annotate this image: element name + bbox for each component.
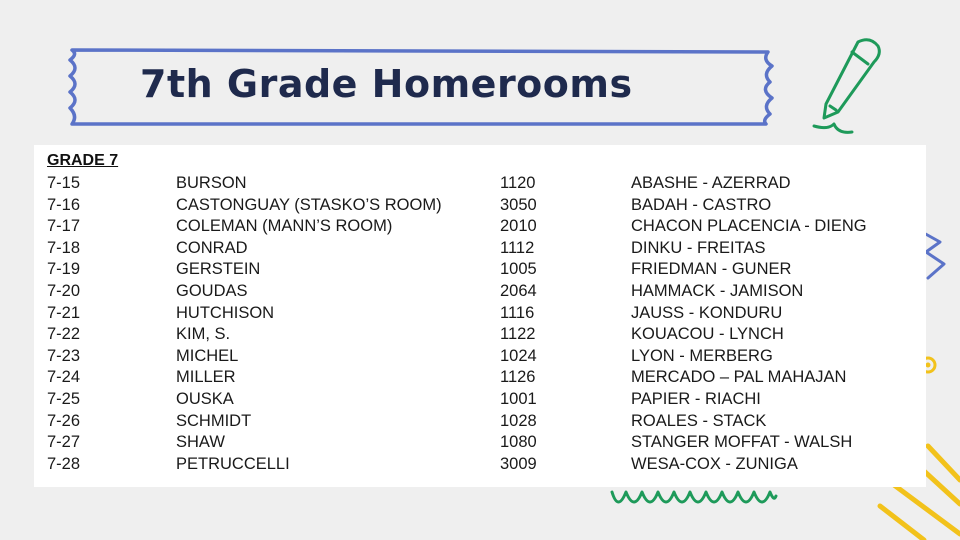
teacher-name: BURSON: [176, 174, 247, 192]
room-number: 1116: [500, 303, 535, 322]
homeroom-code: 7-15: [47, 174, 81, 192]
homeroom-code: 7-16: [47, 195, 81, 214]
room-number: 3009: [500, 454, 537, 473]
table-row: [47, 217, 917, 239]
room-number: 1112: [500, 238, 535, 257]
room-number: 1122: [500, 325, 536, 344]
homeroom-code: 7-22: [47, 325, 81, 344]
table-row: [47, 412, 917, 434]
table-row: [47, 260, 917, 282]
page-title: 7th Grade Homerooms: [140, 62, 633, 106]
homeroom-code: 7-28: [47, 454, 81, 473]
homeroom-code: 7-26: [47, 411, 81, 430]
teacher-name: MICHEL: [176, 346, 239, 365]
room-number: 2010: [500, 217, 537, 236]
room-number: 1024: [500, 346, 537, 365]
table-row: [47, 325, 917, 347]
homeroom-code: 7-23: [47, 346, 81, 365]
teacher-name: SCHMIDT: [176, 411, 252, 430]
table-row: [47, 304, 917, 326]
pen-icon: [808, 34, 888, 140]
table-row: [47, 368, 917, 390]
teacher-name: GOUDAS: [176, 281, 248, 300]
student-name-range: BADAH - CASTRO: [631, 195, 772, 214]
teacher-name: GERSTEIN: [176, 260, 261, 279]
room-number: 1001: [500, 389, 537, 408]
teacher-name: KIM, S.: [176, 325, 231, 344]
room-number: 1005: [500, 260, 537, 279]
teacher-name: CONRAD: [176, 238, 248, 257]
teacher-name: COLEMAN (MANN’S ROOM): [176, 217, 393, 236]
table-row: [47, 433, 917, 455]
homeroom-code: 7-18: [47, 238, 81, 257]
student-name-range: ABASHE - AZERRAD: [631, 174, 791, 192]
homeroom-code: 7-24: [47, 368, 81, 387]
student-name-range: LYON - MERBERG: [631, 346, 773, 365]
room-number: 1028: [500, 411, 537, 430]
table-row: [47, 196, 917, 218]
table-row: [47, 239, 917, 261]
room-number: 3050: [500, 195, 537, 214]
homeroom-code: 7-19: [47, 260, 81, 279]
homeroom-table: [34, 145, 926, 487]
teacher-name: SHAW: [176, 433, 225, 452]
student-name-range: FRIEDMAN - GUNER: [631, 260, 792, 279]
student-name-range: CHACON PLACENCIA - DIENG: [631, 217, 867, 236]
student-name-range: WESA-COX - ZUNIGA: [631, 454, 798, 473]
student-name-range: PAPIER - RIACHI: [631, 389, 761, 408]
homeroom-code: 7-21: [47, 303, 81, 322]
student-name-range: ROALES - STACK: [631, 411, 767, 430]
room-number: 1126: [500, 368, 536, 387]
room-number: 1120: [500, 174, 536, 192]
student-name-range: KOUACOU - LYNCH: [631, 325, 784, 344]
student-name-range: HAMMACK - JAMISON: [631, 281, 804, 300]
homeroom-code: 7-17: [47, 217, 81, 236]
teacher-name: OUSKA: [176, 389, 234, 408]
student-name-range: JAUSS - KONDURU: [631, 303, 783, 322]
teacher-name: MILLER: [176, 368, 236, 387]
homeroom-code: 7-27: [47, 433, 81, 452]
student-name-range: MERCADO – PAL MAHAJAN: [631, 368, 847, 387]
homeroom-code: 7-25: [47, 389, 81, 408]
teacher-name: HUTCHISON: [176, 303, 275, 322]
table-row: [47, 455, 917, 477]
teacher-name: PETRUCCELLI: [176, 454, 290, 473]
student-name-range: STANGER MOFFAT - WALSH: [631, 433, 853, 452]
table-row: [47, 347, 917, 369]
table-row: [47, 282, 917, 304]
homeroom-code: 7-20: [47, 281, 81, 300]
teacher-name: CASTONGUAY (STASKO’S ROOM): [176, 195, 442, 214]
room-number: 1080: [500, 433, 537, 452]
room-number: 2064: [500, 281, 537, 300]
grade-heading: GRADE 7: [47, 152, 119, 169]
table-row: [47, 390, 917, 412]
student-name-range: DINKU - FREITAS: [631, 238, 766, 257]
table-rows: [47, 174, 917, 476]
table-row: [47, 174, 917, 196]
